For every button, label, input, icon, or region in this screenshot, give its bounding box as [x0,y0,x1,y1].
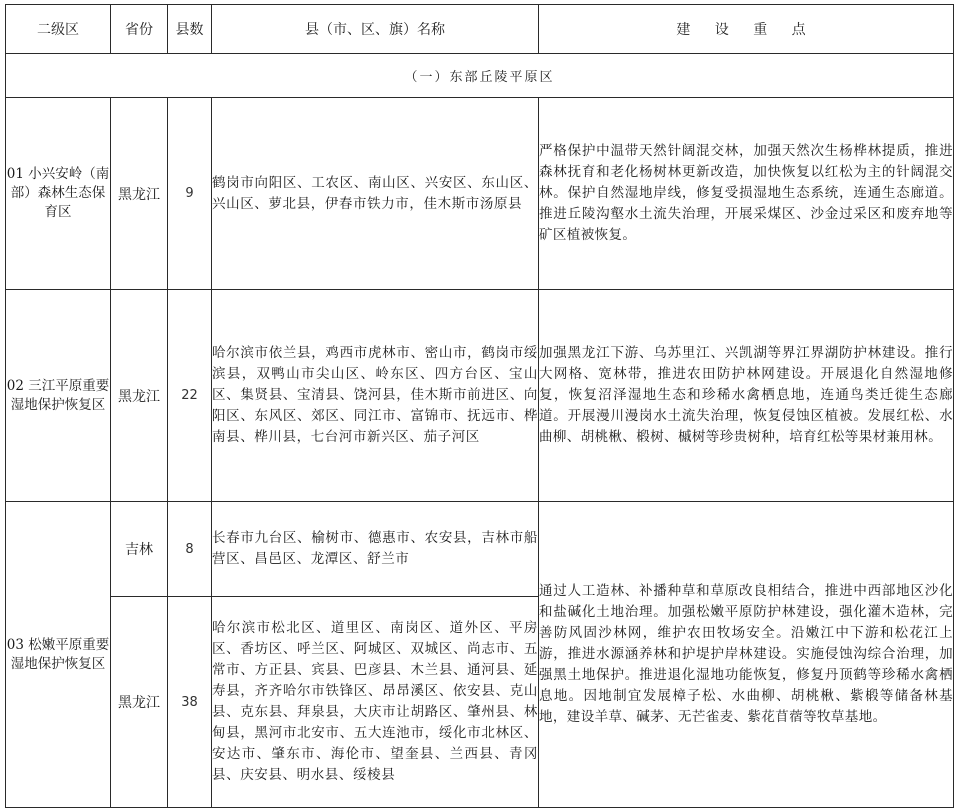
zone-name: 02 三江平原重要湿地保护恢复区 [6,290,111,502]
header-row [6,5,954,54]
county-list: 哈尔滨市依兰县，鸡西市虎林市、密山市，鹤岗市绥滨县，双鸭山市尖山区、岭东区、四方台区、宝山区、集贤县、宝清县、饶河县，佳木斯市前进区、向阳区、东风区、郊区、同江市、富锦市、抚远市、桦南县、桦川县，七台河市新兴区、茄子河区 [212,290,539,502]
county-list: 长春市九台区、榆树市、德惠市、农安县，吉林市船营区、昌邑区、龙潭区、舒兰市 [212,502,539,597]
header-zone: 二级区 [6,5,111,54]
table-row [6,290,954,502]
county-count: 9 [168,98,212,290]
county-list: 鹤岗市向阳区、工农区、南山区、兴安区、东山区、兴山区、萝北县，伊春市铁力市，佳木斯市汤原县 [212,98,539,290]
county-list: 哈尔滨市松北区、道里区、南岗区、道外区、平房区、香坊区、呼兰区、阿城区、双城区、尚志市、五常市、方正县、宾县、巴彦县、木兰县、通河县、延寿县，齐齐哈尔市铁锋区、昂昂溪区、依安县、克山县、克东县、拜泉县，大庆市让胡路区、肇州县、林甸县，黑河市北安市、五大连池市，绥化市北林区、安达市、肇东市、海伦市、望奎县、兰西县、青冈县、庆安县、明水县、绥棱县 [212,597,539,808]
section-row [6,54,954,98]
county-count: 22 [168,290,212,502]
construction-focus: 严格保护中温带天然针阔混交林，加强天然次生杨桦林提质，推进森林抚育和老化杨树林更新改造，加快恢复以红松为主的针阔混交林。保护自然湿地岸线，修复受损湿地生态系统，连通生态廊道。推进丘陵沟壑水土流失治理，开展采煤区、沙金过采区和废弃地等矿区植被恢复。 [539,98,954,290]
header-construction-focus: 建 设 重 点 [539,5,954,54]
province: 黑龙江 [111,98,168,290]
province: 黑龙江 [111,597,168,808]
table-row [6,502,954,597]
construction-focus: 通过人工造林、补播种草和草原改良相结合，推进中西部地区沙化和盐碱化土地治理。加强松嫩平原防护林建设，强化灌木造林，完善防风固沙林网，维护农田牧场安全。沿嫩江中下游和松花江上游，推进水源涵养林和护堤护岸林建设。实施侵蚀沟综合治理，加强黑土地保护。推进退化湿地功能恢复，修复丹顶鹤等珍稀水禽栖息地。因地制宜发展樟子松、水曲柳、胡桃楸、紫椴等储备林基地，建设羊草、碱茅、无芒雀麦、紫花苜蓿等牧草基地。 [539,502,954,808]
header-county-count: 县数 [168,5,212,54]
header-province: 省份 [111,5,168,54]
province: 黑龙江 [111,290,168,502]
table-row [6,98,954,290]
province: 吉林 [111,502,168,597]
header-county-names: 县（市、区、旗）名称 [212,5,539,54]
county-count: 8 [168,502,212,597]
ecological-zone-table [5,4,954,808]
zone-name: 01 小兴安岭（南部）森林生态保育区 [6,98,111,290]
county-count: 38 [168,597,212,808]
section-title: （一）东部丘陵平原区 [6,54,954,98]
construction-focus: 加强黑龙江下游、乌苏里江、兴凯湖等界江界湖防护林建设。推行大网格、宽林带，推进农田防护林网建设。开展退化自然湿地修复，恢复沼泽湿地生态和珍稀水禽栖息地，连通鸟类迁徙生态廊道。开展漫川漫岗水土流失治理，恢复侵蚀区植被。发展红松、水曲柳、胡桃楸、椴树、槭树等珍贵树种，培育红松等果材兼用林。 [539,290,954,502]
zone-name: 03 松嫩平原重要湿地保护恢复区 [6,502,111,808]
